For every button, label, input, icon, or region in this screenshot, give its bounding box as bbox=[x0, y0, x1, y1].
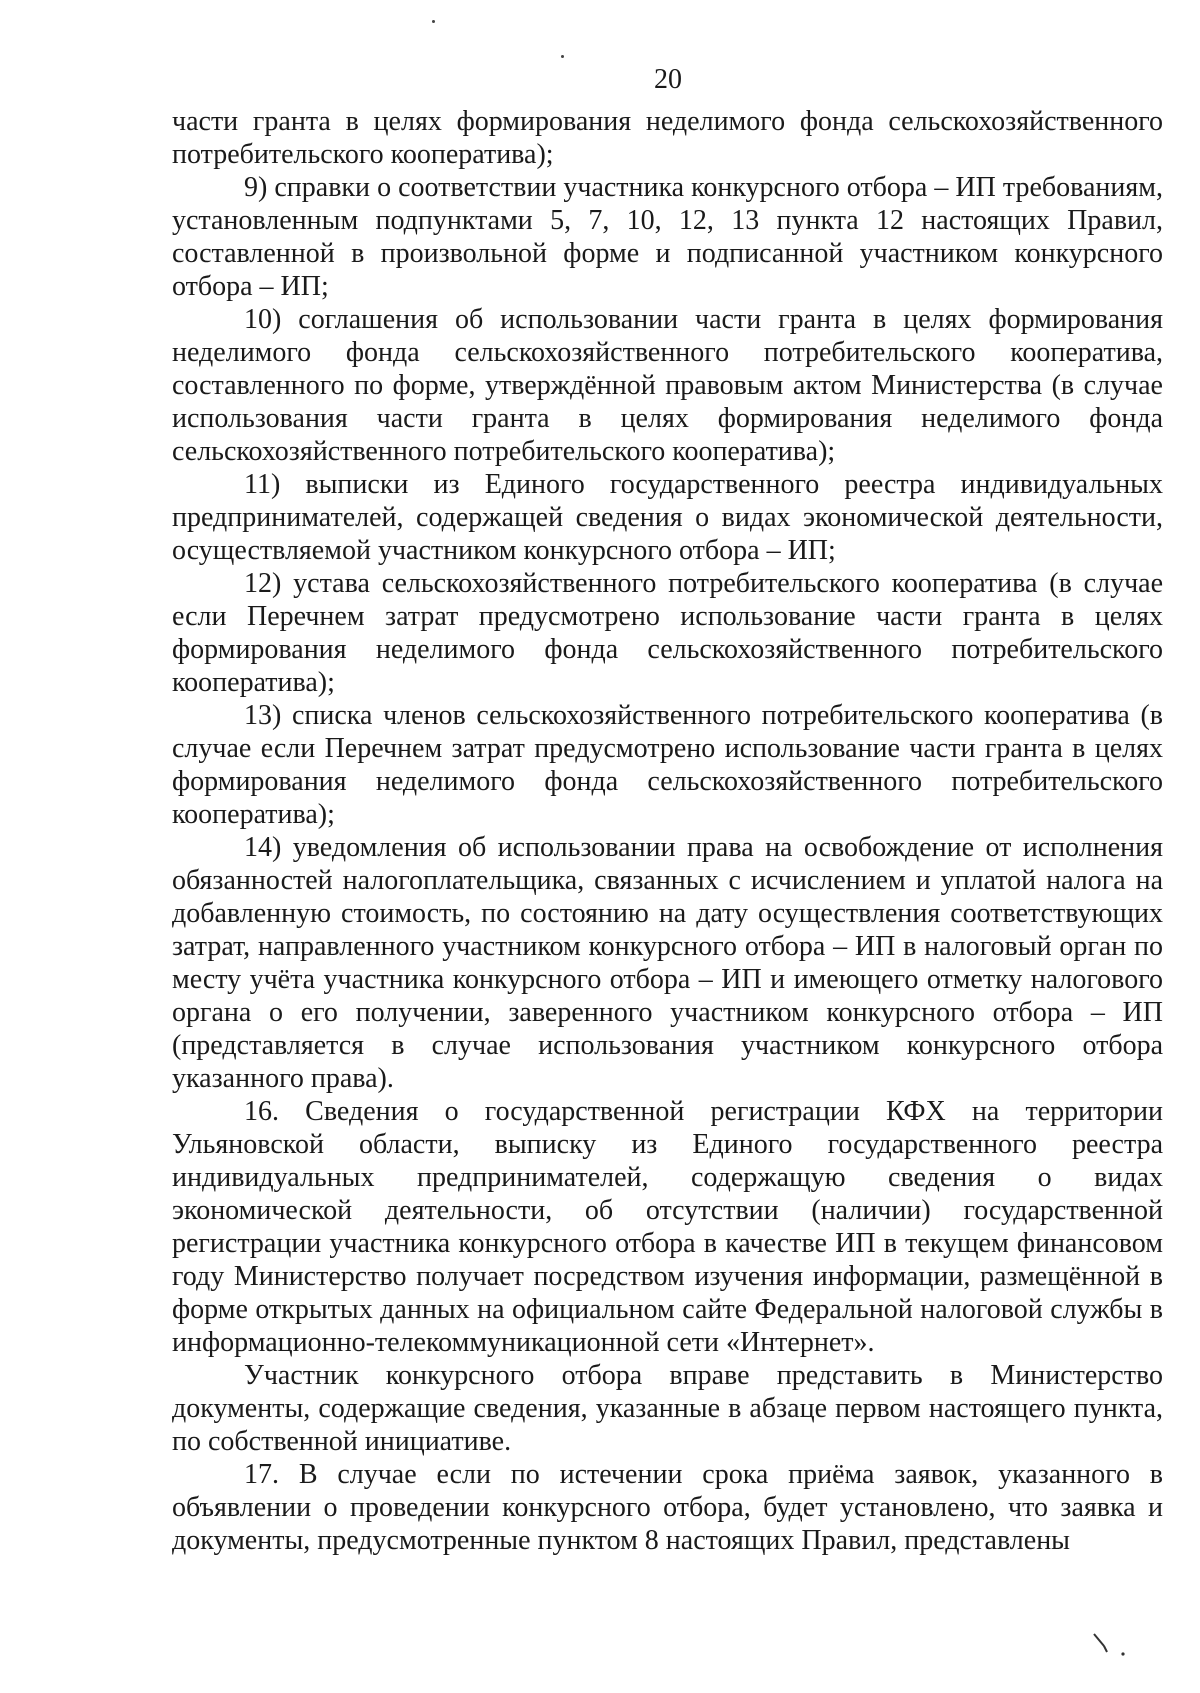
item-14: 14) уведомления об использовании права на освобождение от исполнения обязанностей налогоплательщика, связанных с исчислением и уплатой налога на добавленную стоимость, по состоянию на дату осуществления соответствующих затрат, направленного участником конкурсного отбора – ИП в налоговый орган по месту учёта участника конкурсного отбора – ИП и имеющего отметку налогового органа о его получении, заверенного участником конкурсного отбора – ИП (представляется в случае использования участником конкурсного отбора указанного права). bbox=[172, 832, 1163, 1094]
item-10: 10) соглашения об использовании части гранта в целях формирования неделимого фонда сельскохозяйственного потребительского кооператива, составленного по форме, утверждённой правовым актом Министерства (в случае использования части гранта в целях формирования неделимого фонда сельскохозяйственного потребительского кооператива); bbox=[172, 304, 1163, 467]
clause-17: 17. В случае если по истечении срока приёма заявок, указанного в объявлении о проведении конкурсного отбора, будет установлено, что заявка и документы, предусмотренные пунктом 8 настоящих Правил, представлены bbox=[172, 1459, 1163, 1556]
document-body bbox=[172, 105, 1163, 1557]
item-9: 9) справки о соответствии участника конкурсного отбора – ИП требованиям, установленным подпунктами 5, 7, 10, 12, 13 пункта 12 настоящих Правил, составленной в произвольной форме и подписанной участником конкурсного отбора – ИП; bbox=[172, 172, 1163, 302]
scan-speck-top-2 bbox=[561, 55, 564, 58]
item-12: 12) устава сельскохозяйственного потребительского кооператива (в случае если Перечнем затрат предусмотрено использование части гранта в целях формирования неделимого фонда сельскохозяйственного потребительского кооператива); bbox=[172, 568, 1163, 698]
page-number: 20 bbox=[654, 64, 682, 95]
scan-mark-bottom bbox=[1090, 1630, 1130, 1660]
item-11: 11) выписки из Единого государственного реестра индивидуальных предпринимателей, содержащей сведения о видах экономической деятельности, осуществляемой участником конкурсного отбора – ИП; bbox=[172, 469, 1163, 566]
scan-speck-top-1 bbox=[432, 20, 435, 23]
clause-16: 16. Сведения о государственной регистрации КФХ на территории Ульяновской области, выписку из Единого государственного реестра индивидуальных предпринимателей, содержащую сведения о видах экономической деятельности, об отсутствии (наличии) государственной регистрации участника конкурсного отбора в качестве ИП в текущем финансовом году Министерство получает посредством изучения информации, размещённой в форме открытых данных на официальном сайте Федеральной налоговой службы в информационно-телекоммуникационной сети «Интернет». bbox=[172, 1096, 1163, 1358]
clause-16-second-paragraph: Участник конкурсного отбора вправе представить в Министерство документы, содержащие сведения, указанные в абзаце первом настоящего пункта, по собственной инициативе. bbox=[172, 1360, 1163, 1457]
item-13: 13) списка членов сельскохозяйственного потребительского кооператива (в случае если Перечнем затрат предусмотрено использование части гранта в целях формирования неделимого фонда сельскохозяйственного потребительского кооператива); bbox=[172, 700, 1163, 830]
paragraph-continuation: части гранта в целях формирования неделимого фонда сельскохозяйственного потребительского кооператива); bbox=[172, 106, 1163, 170]
